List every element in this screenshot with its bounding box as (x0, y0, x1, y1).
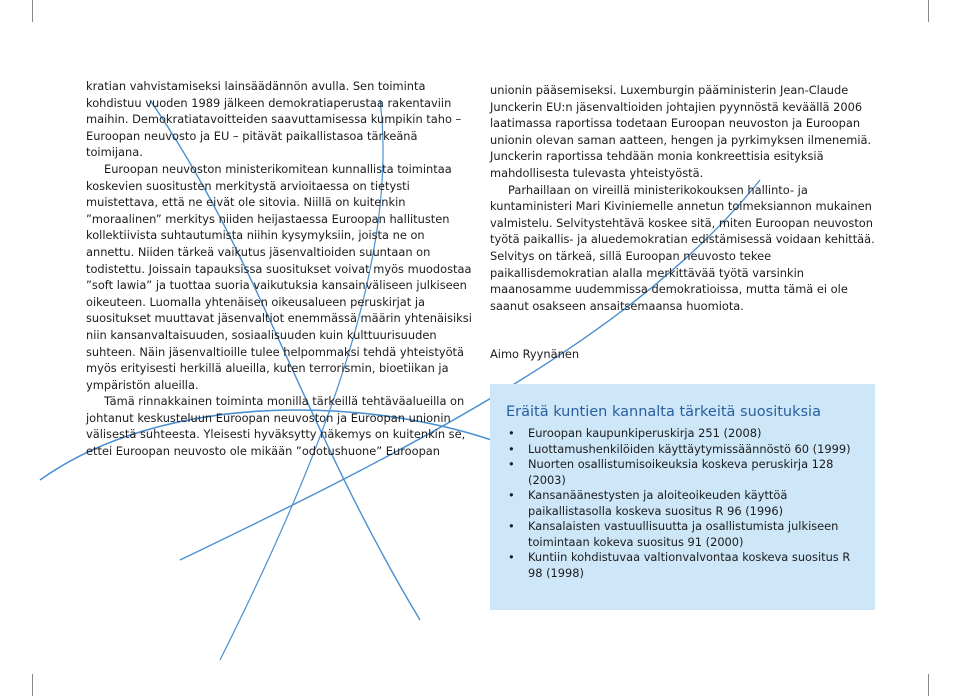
recommendations-list (506, 426, 866, 581)
list-item: • Luottamushenkilöiden käyttäytymissäännöstö 60 (1999) (508, 441, 851, 456)
list-item: • Nuorten osallistumisoikeuksia koskeva peruskirja 128 (2003) (508, 457, 834, 487)
right-text-column (490, 82, 880, 314)
left-paragraph-3: Tämä rinnakkainen toiminta monilla tärkeillä tehtäväalueilla on johtanut keskusteluun Euroopan neuvoston ja Euroopan unionin välisestä suhteesta. Yleisesti hyväksytty näkemys on kuitenkin se, ettei Euroopan neuvosto ole mikään ”odotushuone” Euroopan (86, 394, 466, 459)
bullet-icon: • (508, 488, 515, 502)
bullet-icon: • (508, 519, 515, 533)
crop-mark-bottom-left (32, 674, 33, 696)
crop-mark-top-left (32, 0, 33, 22)
bullet-icon: • (508, 426, 515, 440)
crop-mark-bottom-right (928, 674, 929, 696)
left-paragraph-1: kratian vahvistamiseksi lainsäädännön avulla. Sen toiminta kohdistuu vuoden 1989 jälkeen demokratiaperustaa rakentaviin maihin. Demokratiatavoitteiden saavuttamisessa kumpikin taho – Euroopan neuvosto ja EU – pitävät paikallistasoa tärkeänä toimijana. (86, 79, 462, 160)
recommendations-box (490, 384, 875, 610)
left-paragraph-2: Euroopan neuvoston ministerikomitean kunnallista toimintaa koskevien suositusten merkitystä arvioitaessa on tietysti muistettava, että ne eivät ole sitovia. Niillä on kuitenkin ”moraalinen” merkitys niiden heijastaessa Euroopan hallitusten kollektiivista suhtautumista niihin kysymyksiin, joista ne on annettu. Niiden tärkeä vaikutus jäsenvaltioiden suuntaan on todistettu. Joissain tapauksissa suositukset voivat myös muodostaa ”soft lawia” ja tuottaa suoria vaikutuksia kansainväliseen julkiseen oikeuteen. Luomalla yhtenäisen oikeusalueen peruskirjat ja suositukset muuttavat jäsenvaltiot enemmässä määrin yhtenäisiksi niin kansanvaltaisuuden, sosiaalisuuden kuin kulttuurisuuden suhteen. Näin jäsenvaltioille tulee helpommaksi tehdä yhteistyötä myös erityisesti herkillä alueilla, kuten terrorismin, bioetiikan ja ympäristön alueilla. (86, 161, 472, 392)
list-item: • Kansanäänestysten ja aloiteoikeuden käyttöä paikallistasolla koskeva suositus R 96 (1996) (508, 488, 788, 518)
list-item: • Euroopan kaupunkiperuskirja 251 (2008) (508, 426, 762, 440)
crop-mark-top-right (928, 0, 929, 22)
right-paragraph-2: Parhaillaan on vireillä ministerikokouksen hallinto- ja kuntaministeri Mari Kiviniemelle annetun toimeksiannon mukainen valmistelu. Selvitystehtävä koskee sitä, miten Euroopan neuvoston työtä paikallis- ja aluedemokratian edistämisessä voidaan kehittää. Selvitys on tärkeä, sillä Euroopan neuvosto tekee paikallisdemokratian alalla merkittävää työtä varsinkin maanosamme uudemmissa demokratioissa, mutta tämä ei ole saanut osakseen ansaitsemaansa huomiota. (490, 182, 875, 313)
list-item: • Kuntiin kohdistuvaa valtionvalvontaa koskeva suositus R 98 (1998) (508, 550, 851, 580)
left-text-column (86, 78, 472, 460)
bullet-icon: • (508, 441, 515, 456)
list-item: • Kansalaisten vastuullisuutta ja osallistumista julkiseen toimintaan kokeva suositus 91 (2000) (508, 519, 839, 549)
box-title: Eräitä kuntien kannalta tärkeitä suosituksia (506, 404, 821, 420)
bullet-icon: • (508, 550, 515, 564)
bullet-icon: • (508, 457, 515, 471)
right-paragraph-1: unionin pääsemiseksi. Luxemburgin pääministerin Jean-Claude Junckerin EU:n jäsenvaltioiden johtajien pyynnöstä keväällä 2006 laatimassa raportissa todetaan Euroopan neuvoston ja Euroopan unionin olevan saman aatteen, hengen ja pyrkimyksen ilmenemiä. Junckerin raportissa tehdään monia konkreettisia esityksiä mahdollisesta tulevasta yhteistyöstä. (490, 83, 872, 180)
author-signature: Aimo Ryynänen (490, 347, 580, 361)
